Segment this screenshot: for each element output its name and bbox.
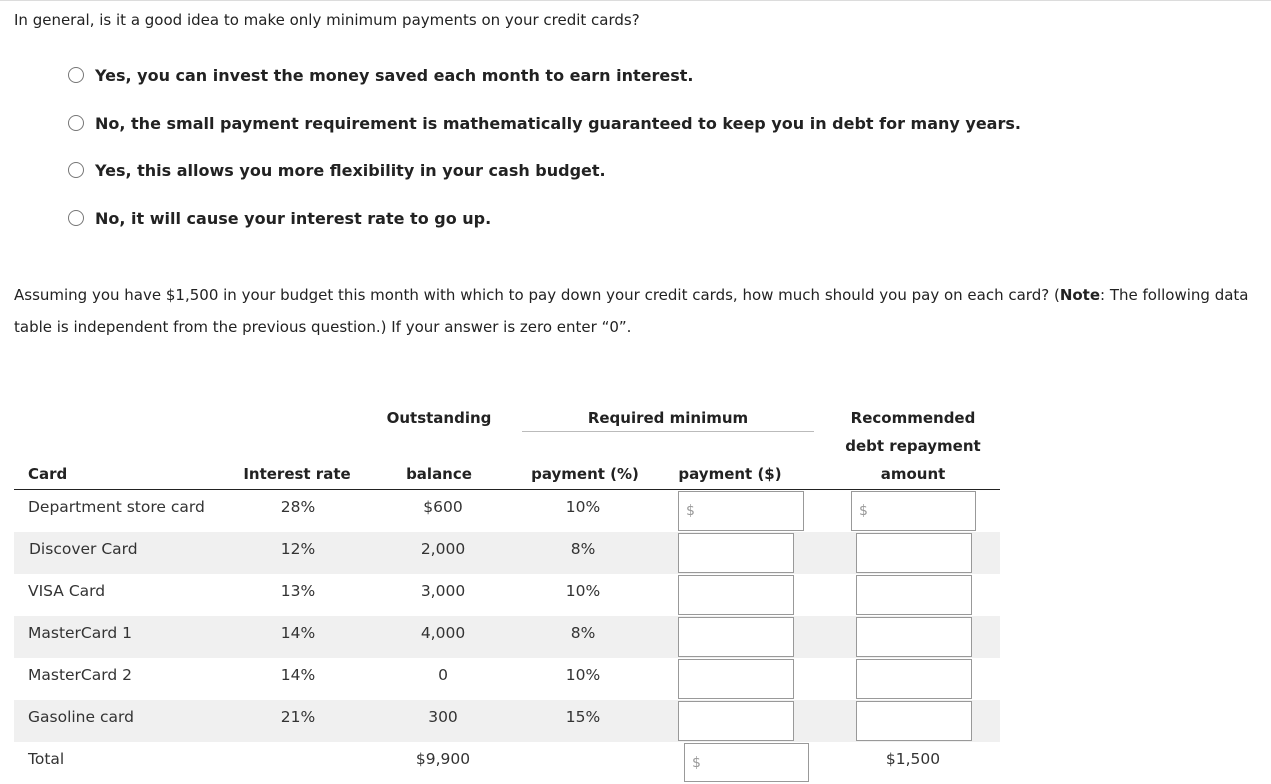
option-2-label[interactable]: No, the small payment requirement is mathematically guaranteed to keep you in debt for many years. [95, 113, 1021, 133]
interest-rate: 21% [280, 708, 316, 726]
option-3-label[interactable]: Yes, this allows you more flexibility in your cash budget. [95, 160, 606, 180]
recommended-input-2[interactable] [856, 533, 972, 573]
balance: 0 [438, 666, 448, 684]
interest-rate: 14% [280, 666, 316, 684]
card-name: Gasoline card [28, 708, 134, 726]
header-recommended-2: debt repayment [845, 437, 981, 455]
recommended-input-3[interactable] [856, 575, 972, 615]
min-payment-input-6[interactable] [678, 701, 794, 741]
total-recommended: $1,500 [885, 750, 941, 768]
total-label: Total [28, 750, 65, 768]
header-interest-rate: Interest rate [243, 465, 351, 483]
min-payment-input-3[interactable] [678, 575, 794, 615]
radio-button-3[interactable] [68, 162, 84, 178]
payment-pct: 8% [570, 540, 596, 558]
min-payment-input-4[interactable] [678, 617, 794, 657]
radio-button-2[interactable] [68, 115, 84, 131]
min-payment-input-2[interactable] [678, 533, 794, 573]
radio-button-1[interactable] [68, 67, 84, 83]
recommended-input-6[interactable] [856, 701, 972, 741]
table-row [14, 658, 1000, 700]
interest-rate: 13% [280, 582, 316, 600]
note-label: Note [1059, 286, 1101, 304]
payment-pct: 10% [565, 582, 601, 600]
balance: 300 [428, 708, 458, 726]
table-row [14, 616, 1000, 658]
balance: 2,000 [420, 540, 466, 558]
payment-pct: 10% [565, 666, 601, 684]
dollar-sign: $ [692, 755, 701, 771]
question-2-part-2: : The following data table is independent from the previous question.) If your answer is zero enter “0”. [14, 286, 1249, 336]
header-card: Card [28, 465, 68, 483]
option-3[interactable] [68, 159, 606, 181]
table-row [14, 700, 1000, 742]
balance: 4,000 [420, 624, 466, 642]
option-4-label[interactable]: No, it will cause your interest rate to go up. [95, 208, 492, 228]
radio-button-4[interactable] [68, 210, 84, 226]
top-divider [0, 0, 1271, 1]
dollar-sign: $ [686, 503, 695, 519]
card-name: MasterCard 1 [28, 624, 132, 642]
header-required-minimum: Required minimum [587, 409, 749, 427]
interest-rate: 12% [280, 540, 316, 558]
table-row [14, 532, 1000, 574]
option-1-label[interactable]: Yes, you can invest the money saved each month to earn interest. [95, 65, 694, 85]
required-minimum-underline [522, 431, 814, 432]
card-name: MasterCard 2 [28, 666, 132, 684]
table-row [14, 574, 1000, 616]
card-name: Discover Card [29, 540, 138, 558]
recommended-input-1[interactable] [851, 491, 976, 531]
min-payment-input-1[interactable] [678, 491, 804, 531]
question-2-part-1: Assuming you have $1,500 in your budget this month with which to pay down your credit cards, how much should you pay on each card? ( [14, 286, 1060, 304]
total-min-payment-input[interactable] [684, 743, 809, 782]
option-4[interactable] [68, 207, 491, 229]
total-balance: $9,900 [415, 750, 471, 768]
option-1[interactable] [68, 64, 694, 86]
recommended-input-5[interactable] [856, 659, 972, 699]
header-recommended-3: amount [880, 465, 946, 483]
balance: $600 [423, 498, 463, 516]
payment-pct: 8% [570, 624, 596, 642]
question-1-text: In general, is it a good idea to make only minimum payments on your credit cards? [14, 11, 640, 29]
header-balance: balance [406, 465, 472, 483]
payment-pct: 10% [565, 498, 601, 516]
header-payment-pct: payment (%) [531, 465, 639, 483]
recommended-input-4[interactable] [856, 617, 972, 657]
option-2[interactable] [68, 112, 1021, 134]
header-payment-dollar: payment ($) [678, 465, 782, 483]
card-name: Department store card [28, 498, 205, 516]
interest-rate: 28% [280, 498, 316, 516]
dollar-sign: $ [859, 503, 868, 519]
header-recommended-1: Recommended [850, 409, 976, 427]
header-outstanding: Outstanding [386, 409, 492, 427]
balance: 3,000 [420, 582, 466, 600]
interest-rate: 14% [280, 624, 316, 642]
card-name: VISA Card [28, 582, 106, 600]
question-2-text [14, 279, 1259, 343]
min-payment-input-5[interactable] [678, 659, 794, 699]
payment-pct: 15% [565, 708, 601, 726]
